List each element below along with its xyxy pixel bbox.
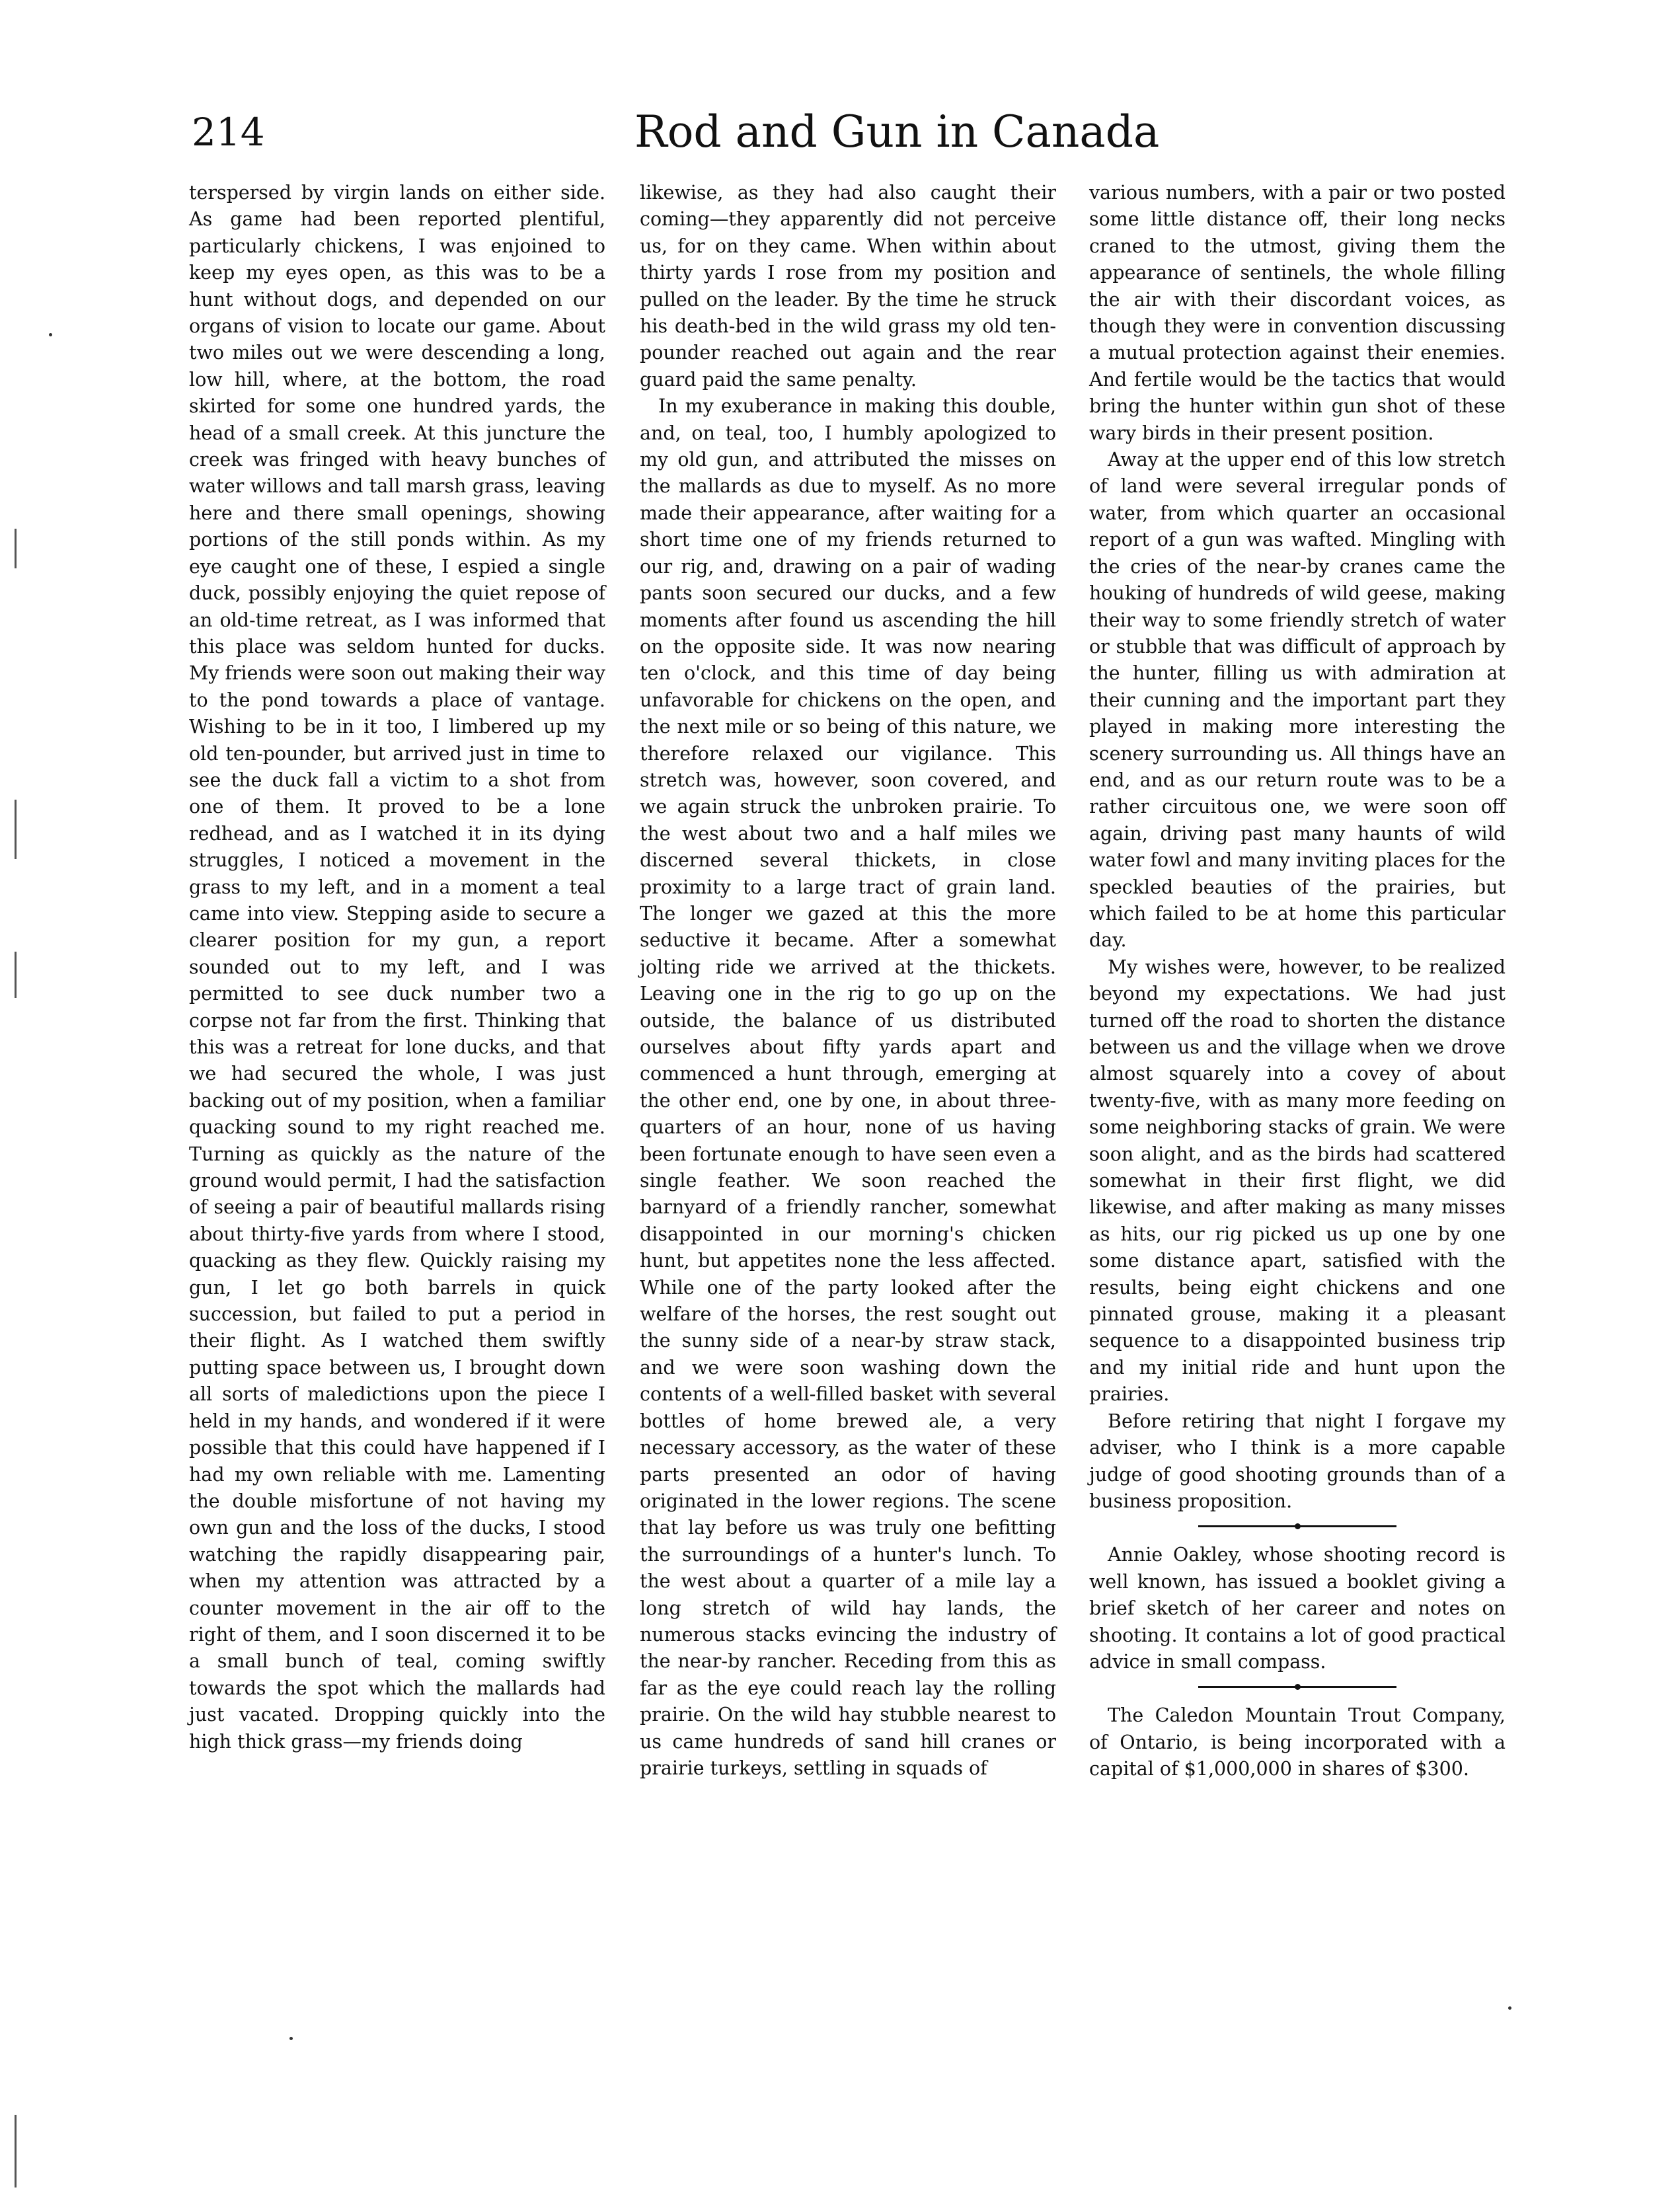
section-divider	[1198, 1686, 1396, 1688]
column-1	[189, 180, 605, 1755]
paragraph: likewise, as they had also caught their coming—they apparently did not perceive us, for on they came. When within about thirty yards I rose from my position and pulled on the leader. By the time he struck his death-bed in the wild grass my old ten-pounder reached out again and the rear guard paid the same penalty.	[640, 182, 1056, 391]
print-speck	[49, 333, 52, 336]
column-3	[1089, 180, 1506, 1783]
page-number: 214	[192, 110, 265, 155]
paragraph: Away at the upper end of this low stretch of land were several irregular ponds of water, from which quarter an occasional report of a gun was wafted. Mingling with the cries of the near-by cranes came the houking of hundreds of wild geese, making their way to some friendly stretch of water or stubble that was difficult of approach by the hunter, filling us with admiration at their cunning and the important part they played in making more interesting the scenery surrounding us. All things have an end, and as our return route was to be a rather circuitous one, we were soon off again, driving past many haunts of wild water fowl and many inviting places for the speckled beauties of the prairies, but which failed to be at home this particular day.	[1089, 449, 1506, 952]
paragraph: terspersed by virgin lands on either side. As game had been reported plentiful, particularly chickens, I was enjoined to keep my eyes open, as this was to be a hunt without dogs, and depended on our organs of vision to locate our game. About two miles out we were descending a long, low hill, where, at the bottom, the road skirted for some one hundred yards, the head of a small creek. At this juncture the creek was fringed with heavy bunches of water willows and tall marsh grass, leaving here and there small openings, showing portions of the still ponds within. As my eye caught one of these, I espied a single duck, possibly enjoying the quiet repose of an old-time retreat, as I was informed that this place was seldom hunted for ducks. My friends were soon out making their way to the pond towards a place of vantage. Wishing to be in it too, I limbered up my old ten-pounder, but arrived just in time to see the duck fall a victim to a shot from one of them. It proved to be a lone redhead, and as I watched it in its dying struggles, I noticed a movement in the grass to my left, and in a moment a teal came into view. Stepping aside to secure a clearer position for my gun, a report sounded out to my left, and I was permitted to see duck number two a corpse not far from the first. Thinking that this was a retreat for lone ducks, and that we had secured the whole, I was just backing out of my position, when a familiar quacking sound to my right reached me. Turning as quickly as the nature of the ground would permit, I had the satisfaction of seeing a pair of beautiful mallards rising about thirty-five yards from where I stood, quacking as they flew. Quickly raising my gun, I let go both barrels in quick succession, but failed to put a period in their flight. As I watched them swiftly putting space between us, I brought down all sorts of maledictions upon the piece I held in my hands, and wondered if it were possible that this could have happened if I had my own reliable with me. Lamenting the double misfortune of not having my own gun and the loss of the ducks, I stood watching the rapidly disappearing pair, when my attention was attracted by a counter movement in the air off to the right of them, and I soon discerned it to be a small bunch of teal, coming swiftly towards the spot which the mallards had just vacated. Dropping quickly into the high thick grass—my friends doing	[189, 182, 605, 1753]
paragraph: Before retiring that night I forgave my adviser, who I think is a more capable judge of good shooting grounds than of a business proposition.	[1089, 1410, 1506, 1512]
paragraph: various numbers, with a pair or two posted some little distance off, their long necks craned to the utmost, giving them the appearance of sentinels, the whole filling the air with their discordant voices, as though they were in convention discussing a mutual protection against their enemies. And fertile would be the tactics that would bring the hunter within gun shot of these wary birds in their present position.	[1089, 182, 1506, 444]
print-speck	[1508, 2006, 1511, 2010]
news-note: The Caledon Mountain Trout Company, of Ontario, is being incorporated with a capital of $1,000,000 in shares of $300.	[1089, 1704, 1506, 1780]
scan-edge-mark	[15, 800, 17, 859]
news-note: Annie Oakley, whose shooting record is well known, has issued a booklet giving a brief sketch of her career and notes on shooting. It contains a lot of good practical advice in small compass.	[1089, 1544, 1506, 1673]
scan-edge-mark	[15, 952, 17, 998]
scan-edge-mark	[15, 2115, 17, 2187]
scan-edge-mark	[15, 529, 17, 568]
column-2	[640, 180, 1056, 1782]
running-head: Rod and Gun in Canada	[634, 106, 1160, 157]
print-speck	[289, 2037, 293, 2040]
paragraph: In my exuberance in making this double, and, on teal, too, I humbly apologized to my old gun, and attributed the misses on the mallards as due to myself. As no more made their appearance, after waiting for a short time one of my friends returned to our rig, and, drawing on a pair of wading pants soon secured our ducks, and a few moments after found us ascending the hill on the opposite side. It was now nearing ten o'clock, and this time of day being unfavorable for chickens on the open, and the next mile or so being of this nature, we therefore relaxed our vigilance. This stretch was, however, soon covered, and we again struck the unbroken prairie. To the west about two and a half miles we discerned several thickets, in close proximity to a large tract of grain land. The longer we gazed at this the more seductive it became. After a somewhat jolting ride we arrived at the thickets. Leaving one in the rig to go up on the outside, the balance of us distributed ourselves about fifty yards apart and commenced a hunt through, emerging at the other end, one by one, in about three-quarters of an hour, none of us having been fortunate enough to have seen even a single feather. We soon reached the barnyard of a friendly rancher, somewhat disappointed in our morning's chicken hunt, but appetites none the less affected. While one of the party looked after the welfare of the horses, the rest sought out the sunny side of a near-by straw stack, and we were soon washing down the contents of a well-filled basket with several bottles of home brewed ale, a very necessary accessory, as the water of these parts presented an odor of having originated in the lower regions. The scene that lay before us was truly one befitting the surroundings of a hunter's lunch. To the west about a quarter of a mile lay a long stretch of wild hay lands, the numerous stacks evincing the industry of the near-by rancher. Receding from this as far as the eye could reach lay the rolling prairie. On the wild hay stubble nearest to us came hundreds of sand hill cranes or prairie turkeys, settling in squads of	[640, 395, 1056, 1779]
section-divider	[1198, 1525, 1396, 1527]
paragraph: My wishes were, however, to be realized beyond my expectations. We had just turned off the road to shorten the distance between us and the village when we drove almost squarely into a covey of about twenty-five, with as many more feeding on some neighboring stacks of grain. We were soon alight, and as the birds had scattered somewhat in their first flight, we did likewise, and after making as many misses as hits, our rig picked us up one by one some distance apart, satisfied with the results, being eight chickens and one pinnated grouse, making it a pleasant sequence to a disappointed business trip and my initial ride and hunt upon the prairies.	[1089, 956, 1506, 1406]
